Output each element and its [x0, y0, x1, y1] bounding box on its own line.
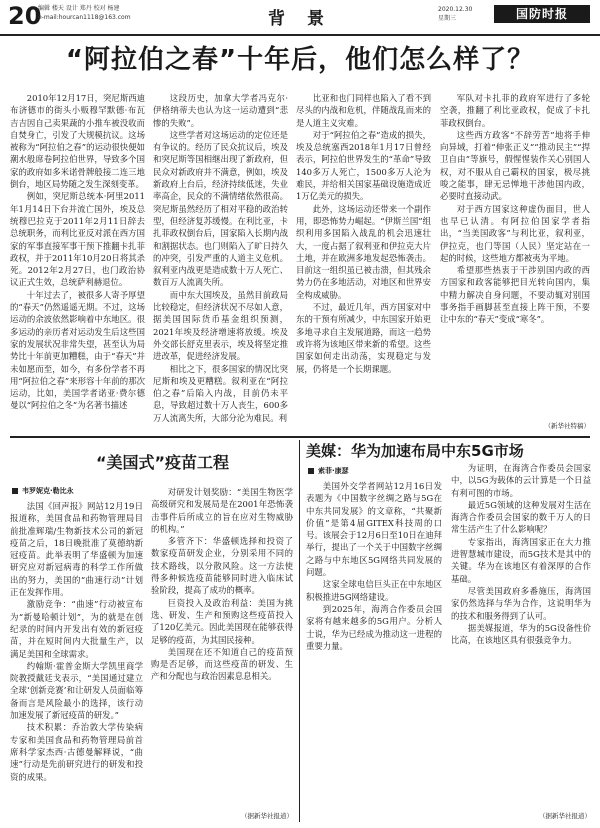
issue-weekday: 星期三 [438, 15, 457, 22]
paragraph: 巨资投入及政治利益：美国为挑选、研发、生产和预购这些疫苗投入了120亿美元。因此美国现在能够获得足够的疫苗，为其国民接种。 [151, 597, 293, 645]
square-bullet-icon [308, 468, 314, 474]
paragraph: 而中东大国埃及，虽然目前政局比较稳定，但经济状况不尽如人意，据美国国际货币基金组织预测，2021年埃及经济增速将放缓。埃及外交部长舒克里表示，埃及将坚定推进改革，促进经济发展。 [153, 289, 288, 362]
story-right-column-2 [451, 462, 591, 808]
paragraph: 此外，这场运动还带来一个副作用，即恐怖势力崛起。“伊斯兰国”组织利用多国陷入战乱的机会迅速壮大，一度占据了叙利亚和伊拉克大片土地，并在欧洲多地发起恐怖袭击。目前这一组织虽已被击溃，但其残余势力仍在多地活动，对地区和世界安全构成威胁。 [296, 203, 431, 300]
paragraph: 美国外交学者网站12月16日发表题为《中国数字丝绸之路与5G在中东共同发展》的文章称，“共聚新价值”是第4届GITEX科技周的口号。该展会于12月6日至10日在迪拜举行，提出了一个关于中国数字丝绸之路与中东地区5G网络共同发展的问题。 [306, 481, 442, 578]
story-right-credit-box [451, 810, 591, 822]
page-number: 20 [8, 2, 42, 30]
lead-column-1 [10, 92, 145, 432]
paragraph: 希望那些热衷于干涉别国内政的西方国家和政客能够把目光转向国内，集中精力解决自身问题，不要动辄对别国事务指手画脚甚至直接上阵干预，不要让中东的“春天”变成“寒冬”。 [440, 265, 590, 325]
paragraph: 这段历史，加拿大学者冯克尔·伊格纳蒂夫也认为这一运动遭到“悲惨的失败”。 [153, 93, 288, 128]
date-block [438, 5, 472, 23]
story-left-title: “美国式”疫苗工程 [96, 453, 230, 472]
story-left-column-2 [151, 486, 293, 808]
paragraph: 激励竞争：“曲速”行动被宣布为“新曼哈顿计划”，为的就是在创纪录的时间内开发出有效的新冠疫苗，并在短时间内大批量生产，以满足美国和全球需求。 [10, 599, 143, 659]
story-left-credit: （据新华社报道） [241, 812, 293, 820]
paragraph: 多管齐下：华盛顿选择和投资了数家疫苗研发企业，分别采用不同的技术路线，以分散风险。这一方法使得多种候选疫苗能够同时进入临床试验阶段，提高了成功的概率。 [151, 536, 293, 596]
story-left-byline: 韦罗妮克·勒比永 [12, 486, 74, 496]
email-line: e-mail:hourcan1118@163.com [38, 14, 131, 21]
paragraph: 最近5G领域的这种发展对生活在海湾合作委员会国家的数千万人的日常生活产生了什么影响呢？ [451, 499, 591, 535]
story-right-byline: 索菲·康瑟 [308, 466, 349, 476]
paragraph: 对于西方国家这种虚伪面目，世人也早已认清。有阿拉伯国家学者指出，“当美国政客”与利比亚，叙利亚，伊拉克，也门等国（人民）坚定站在一起的时候，这些地方都被夷为平地。 [440, 203, 590, 263]
paragraph: 这些西方政客“不辞劳苦”地将手伸向异域，打着“伸张正义”“推动民主”“捍卫自由”等旗号，假惺惺装作关心别国人权，对不服从自己霸权的国家，极尽挑唆之能事，肆无忌惮地干涉他国内政，必要时直接动武。 [440, 129, 590, 202]
paragraph: 技术积累：乔治敦大学传染病专家和美国食品和药物管理局前首席科学家杰西·古德曼解释说，“曲速”行动是先前研究进行的研发和投资的成果。 [10, 722, 143, 782]
staff-line: 编辑 楼天 设计 郑丹 校对 杨建 [38, 5, 120, 12]
lead-credit: （新华社特稿） [544, 422, 590, 430]
paragraph: 对研发计划奖励：“美国生物医学高级研究和发展局是在2001年恐怖袭击事件后所成立的旨在应对生物威胁的机构。” [151, 487, 293, 534]
story-left-column-1 [10, 500, 143, 818]
story-right-credit: （据新华社报道） [539, 812, 591, 820]
paragraph: 十年过去了，被很多人寄予厚望的“春天”仍然遥遥无期。不过，这场运动的余波依然影响着中东地区。很多运动的亲历者对运动发生后这些国家的发展状况非常失望，甚至认为局势比十年前更加糟糕，由于“春天”并未如愿而至，如今，有多份学者不再用“阿拉伯之春”来形容十年前的那次运动，比如，美国学者诺亚·费尔德曼以“阿拉伯之冬”为名著书描述 [10, 289, 145, 411]
paragraph: 不过，最近几年，西方国家对中东的干预有所减少，中东国家开始更多地寻求自主发展道路，而这一趋势或许将为该地区带来新的希望。这些国家如何走出动荡，实现稳定与发展，仍将是一个长期课题。 [296, 302, 431, 374]
paragraph: 2010年12月17日，突尼斯西迪布济德市的街头小贩穆罕默德·布瓦吉吉因自己卖果蔬的小推车被没收而自焚身亡，引发了大规模抗议。这场被称为“阿拉伯之春”的运动很快便如潮水般席卷阿拉伯世界，导致多个国家的政府如多米诺骨牌般接二连三地倒台，地区局势随之发生深刻变革。 [10, 93, 145, 190]
paragraph: 这些学者对这场运动的定位还是有争议的。经历了民众抗议后，埃及和突尼斯等国相继出现了新政府，但民众对新政府并不满意，例如，埃及新政府上台后，经济持续低迷，失业率高企，民众的不满情绪依然很高。突尼斯虽然经历了相对平稳的政治转型，但经济复苏缓慢。在利比亚，卡扎菲政权倒台后，国家陷入长期内战和割据状态。也门则陷入了旷日持久的冲突，引发严重的人道主义危机。叙利亚内战更是造成数十万人死亡、数百万人流离失所。 [153, 129, 288, 288]
paragraph: 到2025年，海湾合作委员会国家将有越来越多的5G用户。分析人士说，华为已经成为推动这一进程的重要力量。 [306, 603, 442, 651]
paragraph: 专家指出，海湾国家正在大力推进智慧城市建设，而5G技术是其中的关键。华为在该地区有着深厚的合作基础。 [451, 536, 591, 584]
column-divider [299, 440, 300, 822]
paragraph: 军队对卡扎菲的政府军进行了多轮空袭，推翻了利比亚政权，促成了卡扎菲政权倒台。 [440, 93, 590, 128]
paragraph: 比亚和也门同样也陷入了看不到尽头的内战和危机，伴随战乱而来的是人道主义灾难。 [296, 93, 431, 128]
paragraph: 对于“阿拉伯之春”造成的损失，埃及总统塞西2018年1月17日曾经表示，阿拉伯世界发生的“革命”导致140多万人死亡，1500多万人沦为难民，并给相关国家基础设施造成近1万亿美元的损失。 [296, 129, 431, 202]
paragraph: 法国《回声报》网站12月19日报道称，美国食品和药物管理局目前批准辉瑞/生物新技术公司的新冠疫苗之后，18日晚批准了莫德纳新冠疫苗。此举表明了华盛顿为加速研究应对新冠病毒的科学工作所做出的努力，美国的“曲速行动”计划正在发挥作用。 [10, 501, 143, 598]
lead-headline: “阿拉伯之春”十年后，他们怎么样了？ [65, 45, 535, 75]
paragraph: 为证明，在海湾合作委员会国家中，以5G为载体的云计算是一个日益有利可图的市场。 [451, 463, 591, 498]
paragraph: 据美媒报道，华为的5G设备性价比高，在该地区具有很强竞争力。 [451, 622, 591, 646]
square-bullet-icon [12, 488, 18, 494]
paragraph: 约翰斯·霍普金斯大学凯里商学院教授戴廷戈表示，“美国通过建立全球‘创新竞赛’和让研发人员面临筹备而言是风险最小的选择，该行动加速发展了新冠疫苗的研发。” [10, 660, 143, 721]
lead-credit-box [440, 420, 590, 432]
paragraph: 例如，突尼斯总统本·阿里2011年1月14日下台并流亡国外，埃及总统穆巴拉克于2011年2月11日辞去总统职务，而利比亚反对派在西方国家的军事直接军事干预下推翻卡扎菲政权，并于2011年10月20日将其杀死。2012年2月27日，也门政治协议正式生效，总统萨利赫退位。 [10, 191, 145, 288]
paragraph: 相比之下，很多国家的情况比突尼斯和埃及更糟糕。叙利亚在“阿拉伯之春”后陷入内战，目前仍未平息，导致超过数十万人丧生，600多万人流离失所，大部分沦为难民。利 [153, 363, 288, 423]
lead-column-2 [153, 92, 288, 432]
paragraph: 这家全球电信巨头正在中东地区积极推进5G网络建设。 [306, 579, 442, 602]
lead-column-3 [296, 92, 431, 432]
paragraph: 美国现在还不知道自己的疫苗预购是否足够，而这些疫苗的研发、生产和分配也与政治因素息息相关。 [151, 646, 293, 682]
section-title: 背 景 [268, 9, 332, 29]
story-right-title: 美媒：华为加速布局中东5G市场 [306, 442, 524, 460]
issue-date: 2020.12.30 [438, 6, 473, 13]
lead-column-4 [440, 92, 590, 420]
masthead [0, 0, 600, 36]
section-divider [10, 436, 590, 438]
story-right-column-1 [306, 480, 442, 820]
paper-logo: 国防时报 [494, 5, 590, 23]
story-left-credit-box [151, 810, 293, 822]
paragraph: 尽管美国政府多番施压，海湾国家仍然选择与华为合作，这说明华为的技术和服务得到了认可。 [451, 585, 591, 621]
